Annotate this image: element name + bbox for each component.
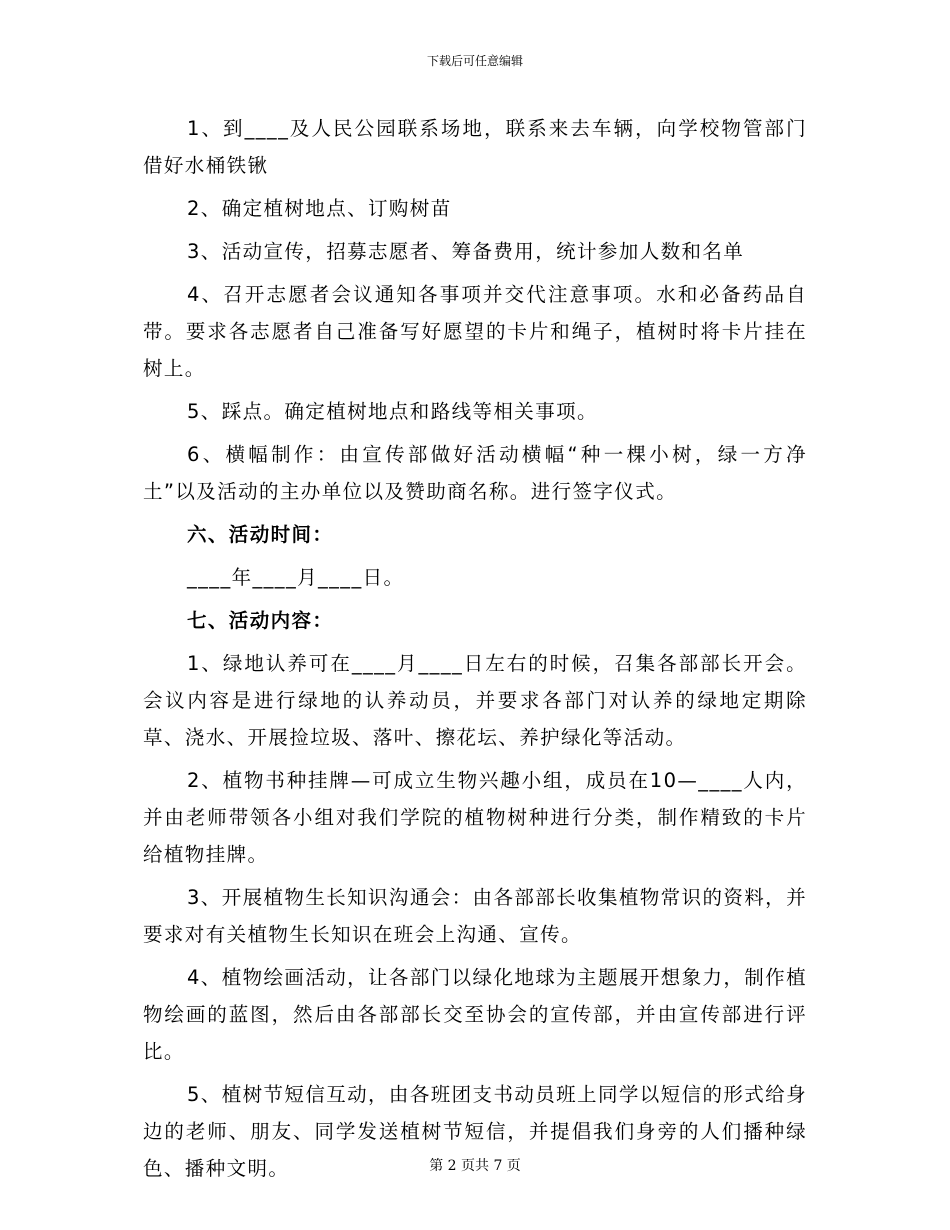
list-item-2-location: 2、确定植树地点、订购树苗	[187, 197, 452, 220]
list-item-5-survey: 5、踩点。确定植树地点和路线等相关事项。	[187, 400, 598, 423]
document-body	[143, 110, 807, 1193]
list-item-1-venue: 1、到____及人民公园联系场地，联系来去车辆，向学校物管部门借好水桶铁锹	[143, 117, 807, 177]
section-heading-content: 七、活动内容：	[187, 609, 334, 632]
list-item-3-publicity: 3、活动宣传，招募志愿者、筹备费用，统计参加人数和名单	[187, 240, 745, 263]
section-heading-time: 六、活动时间：	[187, 523, 334, 546]
content-item-3-knowledge: 3、开展植物生长知识沟通会：由各部部长收集植物常识的资料，并要求对有关植物生长知识在班会上沟通、宣传。	[143, 886, 807, 946]
list-item-6-banner: 6、横幅制作：由宣传部做好活动横幅“种一棵小树，绿一方净土”以及活动的主办单位以及赞助商名称。进行签字仪式。	[143, 443, 807, 503]
content-item-1-greenland: 1、绿地认养可在____月____日左右的时候，召集各部部长开会。会议内容是进行绿地的认养动员，并要求各部门对认养的绿地定期除草、浇水、开展捡垃圾、落叶、擦花坛、养护绿化等活动。	[143, 652, 807, 749]
content-item-5-sms: 5、植树节短信互动，由各班团支书动员班上同学以短信的形式给身边的老师、朋友、同学发送植树节短信，并提倡我们身旁的人们播种绿色、播种文明。	[143, 1083, 807, 1180]
list-item-4-meeting: 4、召开志愿者会议通知各事项并交代注意事项。水和必备药品自带。要求各志愿者自己准备写好愿望的卡片和绳子，植树时将卡片挂在树上。	[143, 283, 807, 380]
page-header: 下载后可任意编辑	[426, 54, 523, 68]
page-number: 第 2 页共 7 页	[429, 1158, 521, 1174]
date-line: ____年____月____日。	[187, 566, 405, 589]
content-item-4-drawing: 4、植物绘画活动，让各部门以绿化地球为主题展开想象力，制作植物绘画的蓝图，然后由各部部长交至协会的宣传部，并由宣传部进行评比。	[143, 966, 807, 1063]
content-item-2-tagging: 2、植物书种挂牌—可成立生物兴趣小组，成员在10—____人内，并由老师带领各小组对我们学院的植物树种进行分类，制作精致的卡片给植物挂牌。	[143, 769, 807, 866]
